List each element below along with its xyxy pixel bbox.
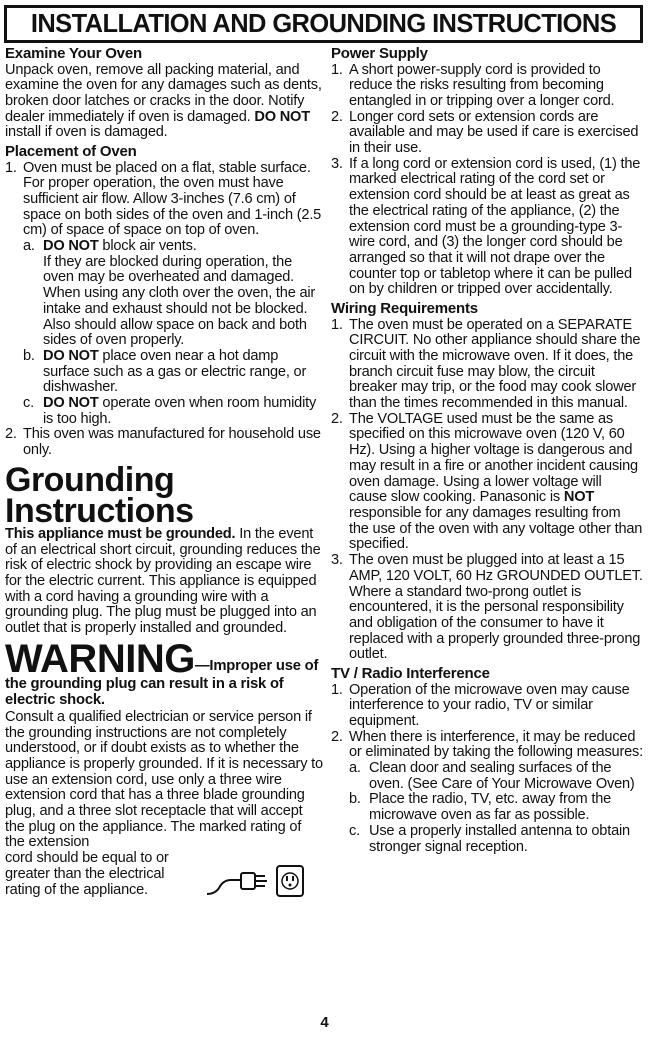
placement-item-c: c. DO NOT operate oven when room humidity is too high. [23,395,317,427]
right-column [331,46,643,855]
left-column [5,46,323,898]
power-item-2: 2. Longer cord sets or extension cords are available and may be used if care is exercised in their use. [331,108,639,157]
grounding-title: Grounding Instructions [5,460,194,530]
plug-icon [205,864,275,898]
wiring-item-1: 1. The oven must be operated on a SEPARATE CIRCUIT. No other appliance should share the circuit with the microwave oven. If it does, the branch circuit fuse may blow, the circuit breaker may trip, or the food may cook slower than the times recommended in this manual. [331,316,641,412]
outlet-icon [275,864,305,898]
wiring-item-3: 3. The oven must be plugged into at least a 15 AMP, 120 VOLT, 60 Hz GROUNDED OUTLET. Where a standard two-prong outlet is encountered, it is the personal responsibility and obligation of the consumer to have it replaced with a properly grounded three-prong outlet. [331,552,643,663]
warning-heading: WARNING —Improper use of [5,636,319,681]
tv-item-2: 2. When there is interference, it may be reduced or eliminated by taking the following measures: [331,728,643,761]
placement-item-1: 1. Oven must be placed on a flat, stable surface. For proper operation, the oven must have sufficient air flow. Allow 3-inches (7.6 cm) of space on both sides of the oven and 1-inch (2.5 cm) of space of space on top of oven. [5,159,322,239]
tv-item-a: a. Clean door and sealing surfaces of the oven. (See Care of Your Microwave Oven) [349,760,635,792]
power-item-3: 3. If a long cord or extension cord is used, (1) the marked electrical rating of the cord set or extension cord should be at least as great as the electrical rating of the appliance, (2) the extension cord must be a grounding-type 3-wire cord, and (3) the longer cord should be arranged so that it will not drape over the counter top or tabletop where it can be pulled on by children or tripped over accidentally. [331,155,641,298]
power-item-1: 1. A short power-supply cord is provided to reduce the risks resulting from becoming entangled in or tripping over a longer cord. [331,61,615,109]
placement-item-a: a. DO NOT block air vents. [23,238,197,255]
power-heading: Power Supply [331,45,428,62]
tv-item-1: 1. Operation of the microwave oven may cause interference to your radio, TV or similar equipment. [331,681,630,729]
warning-subheading: the grounding plug can result in a risk of electric shock. [5,675,284,708]
examine-paragraph: Unpack oven, remove all packing material, and examine the oven for any damages such as dents, broken door latches or cracks in the door. Notify dealer immediately if oven is damaged. DO NOT install if oven is damaged. [5,61,322,141]
banner-title: INSTALLATION AND GROUNDING INSTRUCTIONS [30,9,617,38]
tv-item-b: b. Place the radio, TV, etc. away from the microwave oven as far as possible. [349,791,612,824]
placement-heading: Placement of Oven [5,143,137,161]
page-number: 4 [320,1014,329,1031]
grounding-paragraph: This appliance must be grounded. In the event of an electrical short circuit, grounding reduces the risk of electric shock by providing an escape wire for the electric current. This appliance is equipped with a cord having a grounding wire with a grounding plug. The plug must be plugged into an outlet that is properly installed and grounded. [5,525,321,637]
wiring-item-2: 2. The VOLTAGE used must be the same as specified on this microwave oven (120 V, 60 Hz). Using a higher voltage is dangerous and may result in a fire or another incident causing oven damage. Using a lower voltage will cause slow cooking. Panasonic is NOT responsible for any damages resulting from the use of the oven with any voltage other than specified. [331,410,643,553]
warning-tail: cord should be equal to or greater than the electrical rating of the appliance. [5,851,323,898]
wiring-heading: Wiring Requirements [331,300,478,318]
placement-item-b: b. DO NOT place oven near a hot damp surface such as a gas or electric range, or dishwasher. [23,347,307,396]
page-banner [4,5,643,43]
tv-heading: TV / Radio Interference [331,665,490,683]
placement-item-2: 2. This oven was manufactured for household use only. [5,426,321,459]
examine-heading: Examine Your Oven [5,45,142,62]
warning-paragraph: Consult a qualified electrician or service person if the grounding instructions are not completely understood, or if doubt exists as to whether the appliance is properly grounded. If it is necessary to use an extension cord, use only a three wire extension cord that has a three blade grounding plug, and a three slot receptacle that will accept the plug on the appliance. The marked rating of the extension [5,708,323,851]
placement-a-para-2: When using any cloth over the oven, the air intake and exhaust should not be blocked. Also should allow space on back and both sides of oven properly. [43,285,316,349]
placement-a-para-1: If they are blocked during operation, the oven may be overheated and damaged. [43,253,295,286]
tv-item-c: c. Use a properly installed antenna to obtain stronger signal reception. [349,822,630,855]
